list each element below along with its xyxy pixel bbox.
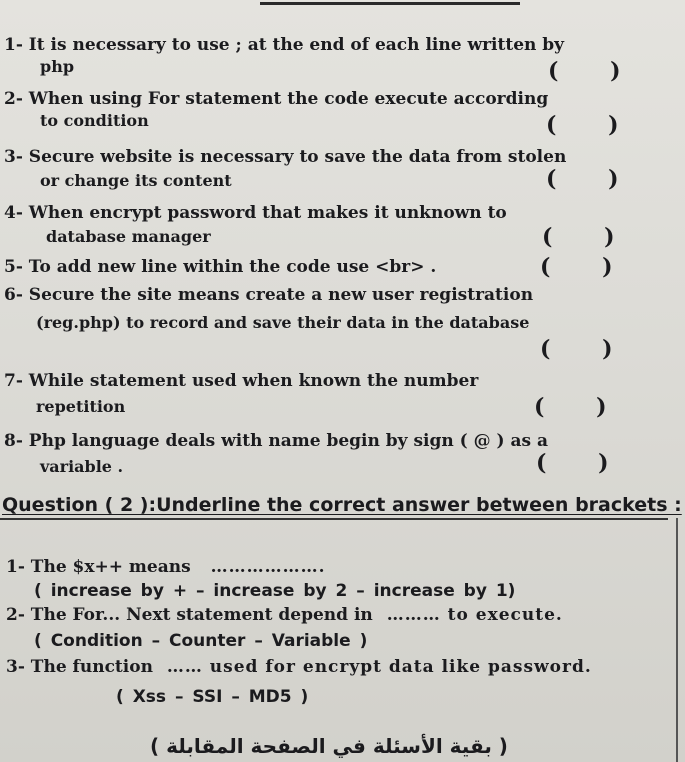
mcq-1-stem bbox=[6, 556, 326, 578]
statement-4-line-2: database manager bbox=[46, 227, 211, 246]
top-divider bbox=[260, 2, 520, 5]
statement-8-line-1: 8- Php language deals with name begin by sign ( @ ) as a bbox=[4, 431, 549, 451]
mcq-3-options: ( Xss – SSI – MD5 ) bbox=[116, 687, 309, 707]
answer-box-2: ( ) bbox=[546, 112, 641, 138]
statement-7-line-2: repetition bbox=[36, 397, 126, 416]
section-divider bbox=[0, 518, 668, 520]
answer-box-4: ( ) bbox=[542, 224, 637, 250]
mcq-1-options: ( increase by + – increase by 2 – increase by 1) bbox=[34, 581, 516, 601]
answer-box-7: ( ) bbox=[534, 394, 629, 420]
statement-4-line-1: 4- When encrypt password that makes it unknown to bbox=[4, 203, 507, 223]
mcq-2-options: ( Condition – Counter – Variable ) bbox=[34, 631, 368, 651]
statement-7-line-1: 7- While statement used when known the number bbox=[4, 371, 479, 391]
statement-6-line-2: (reg.php) to record and save their data in the database bbox=[36, 313, 530, 332]
answer-box-3: ( ) bbox=[546, 166, 641, 192]
mcq-3-stem-text: 3- The function bbox=[6, 657, 153, 677]
mcq-1-blank: ………………. bbox=[210, 557, 326, 577]
statement-2-line-2: to condition bbox=[40, 111, 149, 130]
statement-1-line-1: 1- It is necessary to use ; at the end of each line written by bbox=[4, 35, 565, 55]
statement-8-line-2: variable . bbox=[40, 457, 124, 476]
question-2-heading: Question ( 2 ):Underline the correct answer between brackets : bbox=[2, 494, 682, 516]
mcq-2-stem-text: 2- The For... Next statement depend in bbox=[6, 605, 373, 625]
mcq-2-blank: ……… to execute. bbox=[386, 605, 563, 625]
statement-6-line-1: 6- Secure the site means create a new user registration bbox=[4, 285, 534, 305]
margin-line bbox=[676, 518, 678, 762]
answer-box-8: ( ) bbox=[536, 450, 631, 476]
statement-3-line-1: 3- Secure website is necessary to save the data from stolen bbox=[4, 147, 567, 167]
statement-3-line-2: or change its content bbox=[40, 171, 232, 190]
mcq-3-stem bbox=[6, 656, 592, 678]
mcq-2-stem bbox=[6, 604, 563, 626]
statement-2-line-1: 2- When using For statement the code execute according bbox=[4, 89, 549, 109]
statement-1-line-2: php bbox=[40, 57, 75, 76]
answer-box-5: ( ) bbox=[540, 254, 635, 280]
continued-note: ( بقية الأسئلة في الصفحة المقابلة ) bbox=[150, 734, 508, 758]
answer-box-1: ( ) bbox=[548, 58, 643, 84]
statement-5-line-1: 5- To add new line within the code use <br> . bbox=[4, 257, 437, 277]
mcq-1-stem-text: 1- The $x++ means bbox=[6, 557, 191, 577]
answer-box-6: ( ) bbox=[540, 336, 635, 362]
mcq-3-blank: …… used for encrypt data like password. bbox=[166, 657, 592, 677]
